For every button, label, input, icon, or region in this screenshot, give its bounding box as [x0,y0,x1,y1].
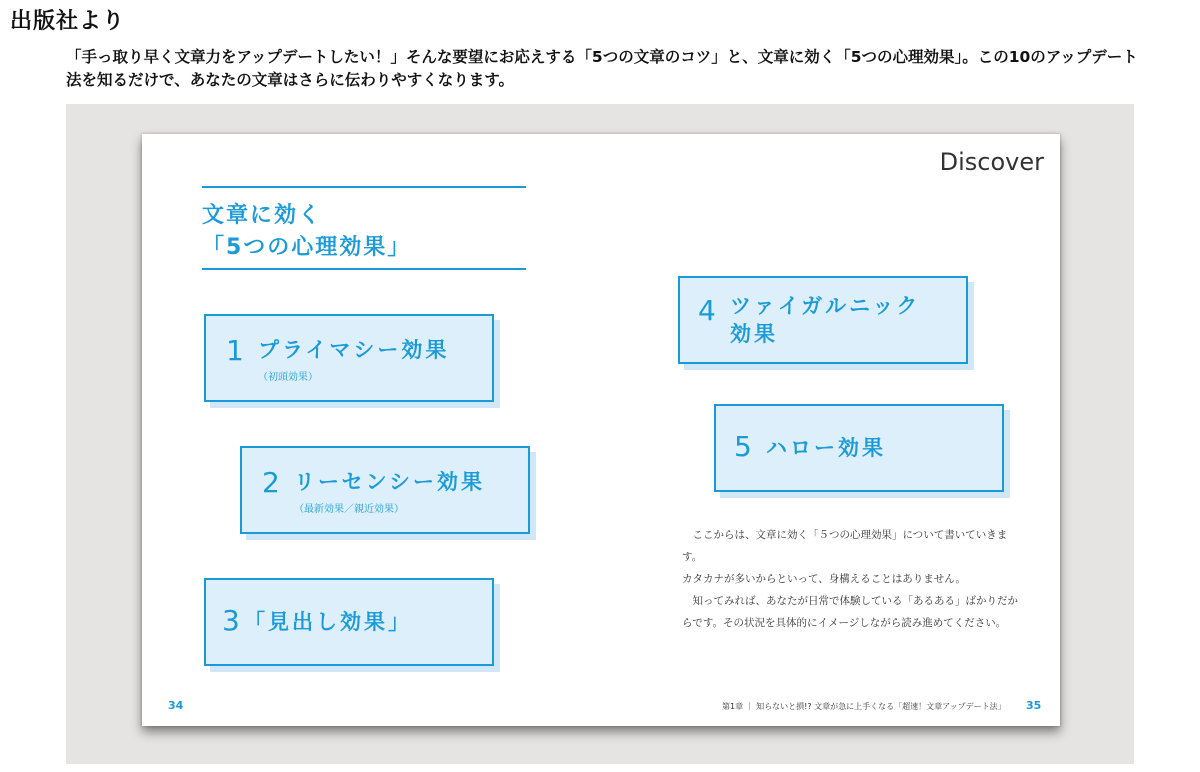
section-title-line1: 文章に効く [202,203,323,228]
section-title [202,200,411,264]
publisher-logo [940,148,1044,176]
effect-card-5 [714,404,1004,492]
effect-card-2 [240,446,530,534]
title-bottom-rule [202,268,526,270]
effect-number: 3 [222,604,240,637]
effect-number: 1 [226,334,244,367]
publisher-description: 「手っ取り早く文章力をアップデートしたい！」そんな要望にお応えする「5つの文章のコツ」と、文章に効く「5つの心理効果」。この10のアップデート法を知るだけで、あなたの文章はさらに伝わりやすくなります。 [66,48,1138,89]
body-text [682,524,1022,634]
effect-number: 5 [734,430,752,463]
body-line: 知ってみれば、あなたが日常で体験している「あるある」ばかりだか [692,595,1018,607]
effect-label: 「見出し効果」 [244,610,412,634]
book-spread [142,134,1060,726]
effect-label-line2: 効果 [730,322,778,346]
effect-number: 4 [698,294,716,327]
effect-card-4 [678,276,968,364]
logo-text: Discover [939,148,1044,176]
effect-label: プライマシー効果 [258,338,450,362]
effect-subtitle: （最新効果／親近効果） [294,504,404,515]
effect-label-line1: ツァイガルニック [730,294,921,318]
chapter-running-head: 第1章 ｜ 知らないと損!? 文章が急に上手くなる「超速！文章アップデート法」 [722,702,1006,711]
body-line: カタカナが多いからといって、身構えることはありません。 [682,573,966,585]
effect-number: 2 [262,466,280,499]
book-preview-area [66,104,1134,764]
page-number-right: 35 [1026,699,1042,712]
section-title-line2: 「5つの心理効果」 [202,235,412,260]
body-line: らです。その状況を具体的にイメージしながら読み進めてください。 [682,617,1007,629]
effect-card-3 [204,578,494,666]
effect-label: ハロー効果 [766,436,886,460]
body-line: ここからは、文章に効く「５つの心理効果」について書いていきます。 [682,529,1008,563]
page-number-left: 34 [168,699,184,712]
page-heading: 出版社より [10,9,126,34]
effect-label: リーセンシー効果 [294,470,486,494]
title-top-rule [202,186,526,188]
effect-subtitle: （初頭効果） [258,372,318,383]
effect-card-1 [204,314,494,402]
